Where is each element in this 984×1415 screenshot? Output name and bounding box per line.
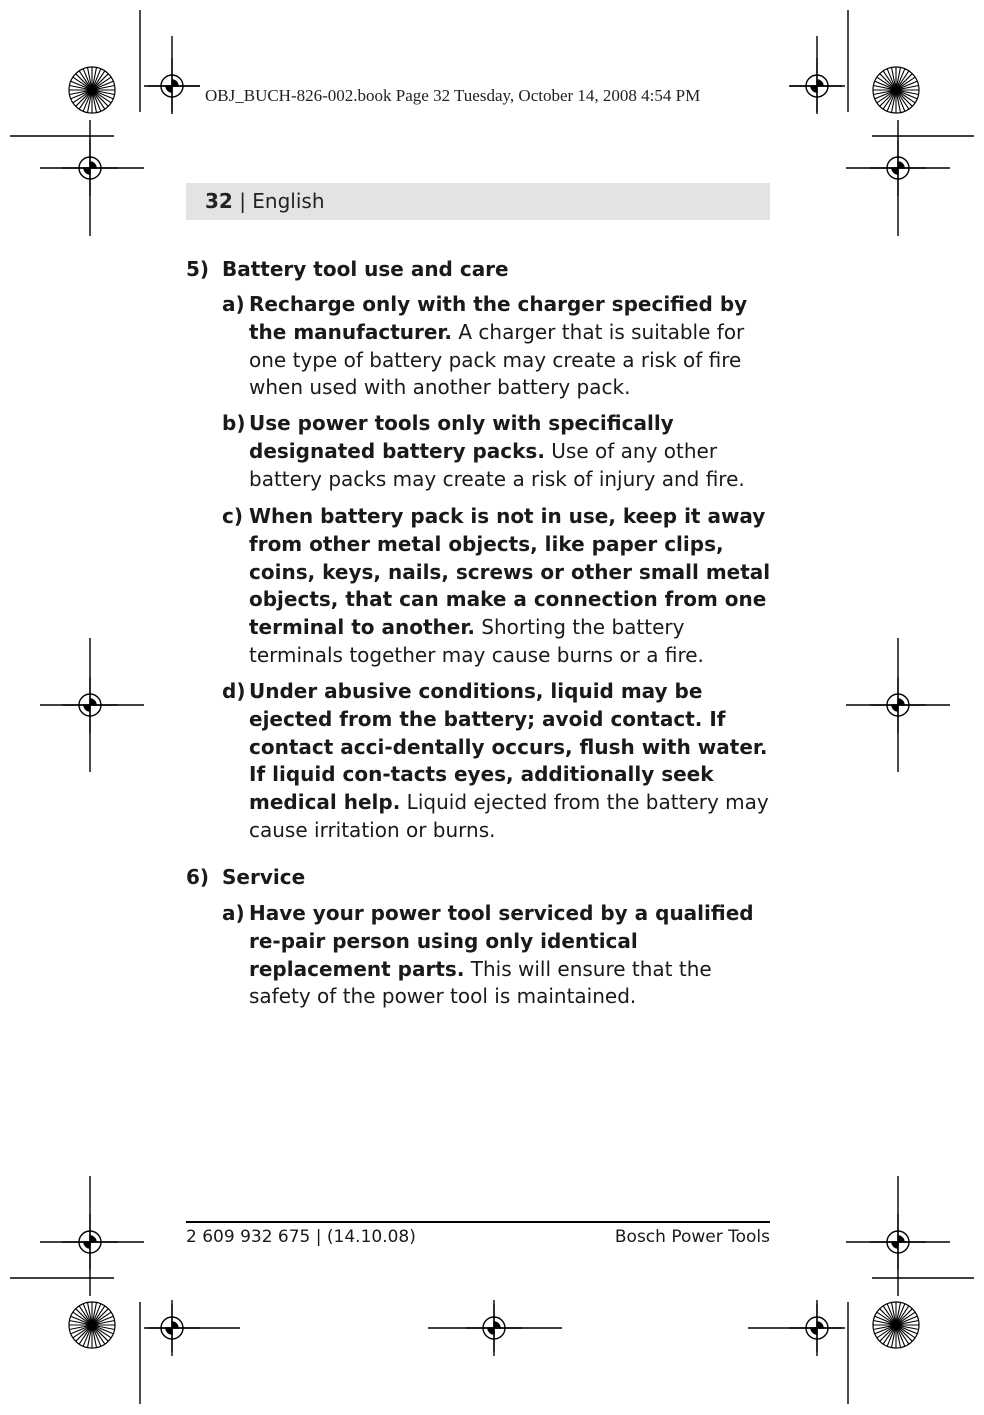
- list-item: [222, 291, 774, 402]
- item-label: a): [222, 292, 245, 316]
- section-title: Service: [222, 865, 306, 889]
- print-slug: OBJ_BUCH-826-002.book Page 32 Tuesday, October 14, 2008 4:54 PM: [205, 86, 701, 105]
- item-text: This will ensure that the safety of the power tool is maintained.: [249, 956, 712, 1009]
- list-item: [222, 900, 774, 1011]
- header-separator: |: [232, 189, 253, 213]
- item-bold-text: Use power tools only with specifically designated battery packs.: [249, 411, 674, 463]
- page-number: 32: [205, 189, 233, 213]
- list-item: [222, 678, 774, 845]
- footer-doc-number: 2 609 932 675 | (14.10.08): [186, 1227, 416, 1247]
- section-number: 5): [186, 257, 210, 281]
- item-label: b): [222, 411, 246, 435]
- header-language: English: [252, 189, 325, 213]
- item-label: a): [222, 901, 245, 925]
- item-bold-text: Under abusive conditions, liquid may be ejected from the battery; avoid contact. If contact acci-dentally occurs, flush with water. If liquid con-tacts eyes, additionally seek medical help.: [249, 679, 768, 815]
- footer-brand: Bosch Power Tools: [614, 1227, 770, 1247]
- page-header: [186, 183, 770, 220]
- list-item: [222, 503, 774, 670]
- item-label: d): [222, 679, 246, 703]
- item-text: A charger that is suitable for one type of battery pack may create a risk of fire when used with another battery pack.: [249, 319, 745, 400]
- item-bold-text: Have your power tool serviced by a qualified re-pair person using only identical replacement parts.: [249, 901, 754, 981]
- item-bold-text: Recharge only with the charger specified by the manufacturer.: [249, 292, 748, 344]
- item-text: Use of any other battery packs may create a risk of injury and fire.: [249, 438, 745, 491]
- section-number: 6): [186, 865, 210, 889]
- item-text: Liquid ejected from the battery may cause irritation or burns.: [249, 790, 769, 842]
- item-bold-text: When battery pack is not in use, keep it away from other metal objects, like paper clips, coins, keys, nails, screws or other small metal objects, that can make a connection from one terminal to another.: [249, 504, 771, 640]
- list-item: [222, 410, 774, 493]
- footer-rule: [186, 1221, 770, 1223]
- item-text: Shorting the battery terminals together may cause burns or a fire.: [249, 615, 704, 667]
- item-label: c): [222, 504, 243, 528]
- section-title: Battery tool use and care: [222, 257, 509, 281]
